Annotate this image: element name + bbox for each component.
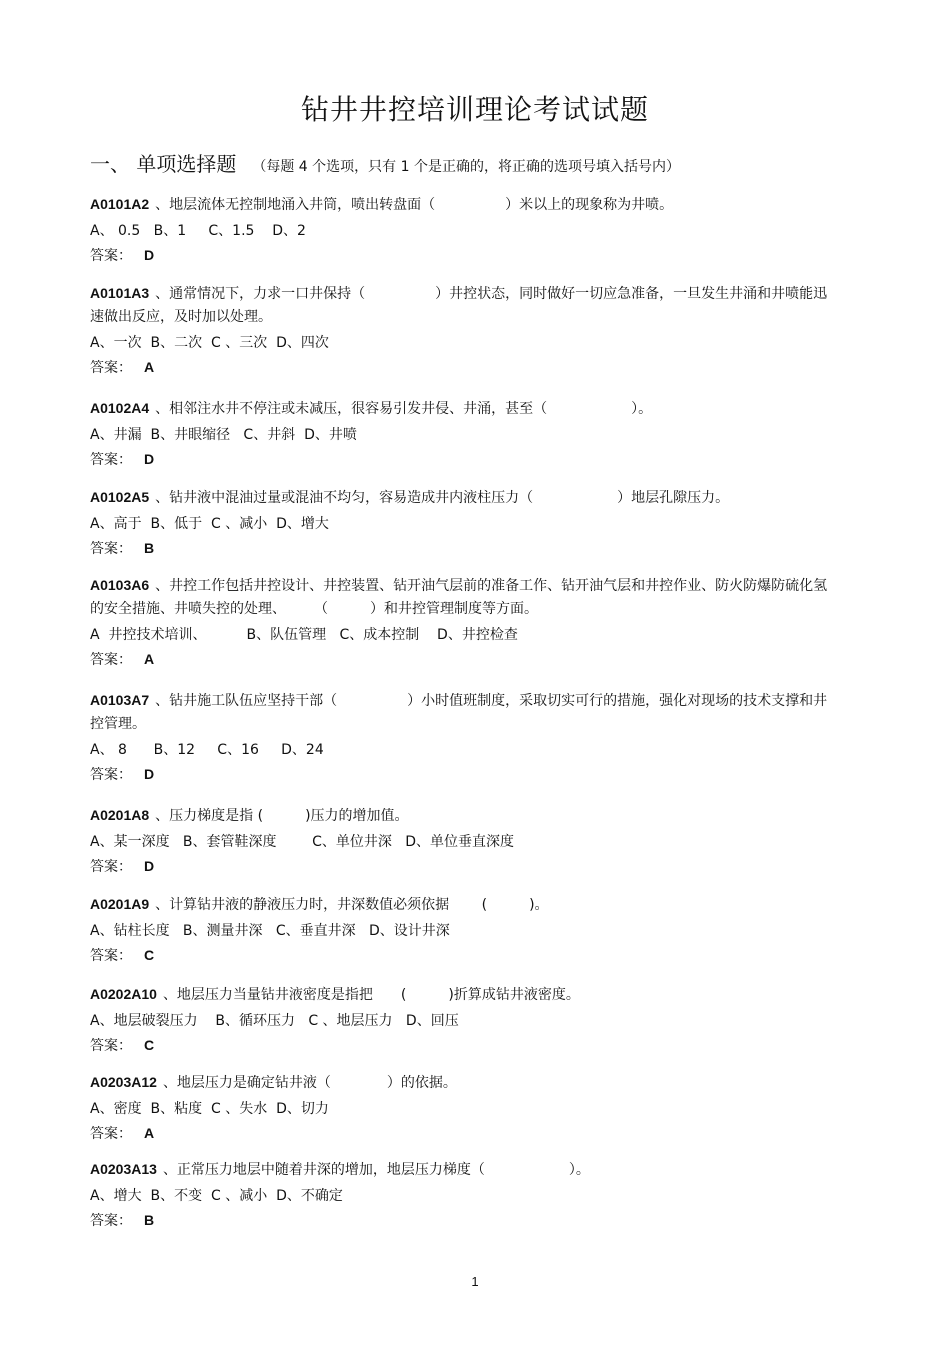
answer-line — [90, 855, 830, 879]
question-item — [90, 397, 830, 472]
answer-value: A — [144, 651, 155, 667]
question-item — [90, 1158, 830, 1233]
question-id: A0101A3 — [90, 285, 150, 301]
question-text: 、计算钻井液的静液压力时，井深数值必须依据 ( )。 — [155, 897, 549, 913]
section-heading — [90, 148, 680, 177]
answer-label: 答案： — [90, 1213, 132, 1229]
question-id: A0102A5 — [90, 489, 150, 505]
answer-value: C — [144, 947, 155, 963]
answer-line — [90, 648, 830, 672]
question-text: 、相邻注水井不停注或未减压，很容易引发井侵、井涌，甚至（ ）。 — [155, 401, 653, 417]
question-item — [90, 282, 830, 380]
answer-label: 答案： — [90, 248, 132, 264]
question-options: A、高于 B、低于 C 、减小 D、增大 — [90, 516, 329, 532]
question-id: A0203A13 — [90, 1161, 157, 1177]
answer-value: A — [144, 1125, 155, 1141]
answer-line — [90, 1122, 830, 1146]
question-options: A、增大 B、不变 C 、减小 D、不确定 — [90, 1188, 343, 1204]
question-item — [90, 689, 830, 787]
question-options: A、某一深度 B、套管鞋深度 C、单位井深 D、单位垂直深度 — [90, 834, 515, 850]
answer-value: C — [144, 1037, 155, 1053]
question-item — [90, 193, 830, 268]
answer-line — [90, 763, 830, 787]
section-note: （每题 4 个选项，只有 1 个是正确的，将正确的选项号填入括号内） — [252, 159, 680, 175]
answer-line — [90, 244, 830, 268]
question-id: A0103A6 — [90, 577, 150, 593]
question-id: A0103A7 — [90, 692, 150, 708]
answer-value: D — [144, 451, 155, 467]
answer-value: D — [144, 766, 155, 782]
answer-label: 答案： — [90, 1038, 132, 1054]
question-item — [90, 1071, 830, 1146]
question-item — [90, 574, 830, 672]
question-id: A0202A10 — [90, 986, 157, 1002]
question-options: A 井控技术培训、 B、队伍管理 C、成本控制 D、井控检查 — [90, 627, 518, 643]
section-title: 一、 单项选择题 — [90, 152, 237, 176]
question-text: 、地层流体无控制地涌入井筒，喷出转盘面（ ）米以上的现象称为井喷。 — [155, 197, 674, 213]
answer-line — [90, 448, 830, 472]
answer-label: 答案： — [90, 859, 132, 875]
answer-line — [90, 1034, 830, 1058]
page-number: 1 — [471, 1274, 479, 1289]
question-options: A、井漏 B、井眼缩径 C、井斜 D、井喷 — [90, 427, 357, 443]
answer-label: 答案： — [90, 652, 132, 668]
document-title: 钻井井控培训理论考试试题 — [300, 93, 649, 126]
question-id: A0201A8 — [90, 807, 150, 823]
question-text: 、钻井液中混油过量或混油不均匀，容易造成井内液柱压力（ ）地层孔隙压力。 — [155, 490, 730, 506]
answer-label: 答案： — [90, 452, 132, 468]
answer-label: 答案： — [90, 948, 132, 964]
answer-line — [90, 944, 830, 968]
question-item — [90, 893, 830, 968]
answer-value: A — [144, 359, 155, 375]
answer-line — [90, 1209, 830, 1233]
question-id: A0203A12 — [90, 1074, 157, 1090]
question-item — [90, 983, 830, 1058]
answer-value: B — [144, 540, 155, 556]
question-text: 、钻井施工队伍应坚持干部（ ）小时值班制度，采取切实可行的措施，强化对现场的技术支撑和井控管理。 — [90, 693, 828, 732]
question-options: A、密度 B、粘度 C 、失水 D、切力 — [90, 1101, 329, 1117]
question-id: A0101A2 — [90, 196, 150, 212]
answer-value: B — [144, 1212, 155, 1228]
question-item — [90, 804, 830, 879]
question-text: 、通常情况下，力求一口井保持（ ）井控状态，同时做好一切应急准备，一旦发生井涌和井喷能迅速做出反应，及时加以处理。 — [90, 286, 828, 325]
answer-value: D — [144, 247, 155, 263]
answer-line — [90, 356, 830, 380]
question-options: A、一次 B、二次 C 、三次 D、四次 — [90, 335, 329, 351]
question-text: 、地层压力是确定钻井液（ ）的依据。 — [162, 1075, 457, 1091]
answer-label: 答案： — [90, 1126, 132, 1142]
answer-line — [90, 537, 830, 561]
question-options: A、 8 B、12 C、16 D、24 — [90, 742, 324, 758]
question-options: A、 0.5 B、1 C、1.5 D、2 — [90, 223, 306, 239]
question-options: A、钻柱长度 B、测量井深 C、垂直井深 D、设计井深 — [90, 923, 450, 939]
question-text: 、压力梯度是指 ( )压力的增加值。 — [155, 808, 409, 824]
question-item — [90, 486, 830, 561]
question-id: A0201A9 — [90, 896, 150, 912]
question-options: A、地层破裂压力 B、循环压力 C 、地层压力 D、回压 — [90, 1013, 459, 1029]
question-text: 、正常压力地层中随着井深的增加，地层压力梯度（ ）。 — [162, 1162, 590, 1178]
answer-value: D — [144, 858, 155, 874]
answer-label: 答案： — [90, 767, 132, 783]
answer-label: 答案： — [90, 541, 132, 557]
answer-label: 答案： — [90, 360, 132, 376]
question-id: A0102A4 — [90, 400, 150, 416]
question-text: 、地层压力当量钻井液密度是指把 ( )折算成钻井液密度。 — [162, 987, 580, 1003]
question-text: 、井控工作包括井控设计、井控装置、钻开油气层前的准备工作、钻开油气层和井控作业、防火防爆防硫化氢的安全措施、井喷失控的处理、 （ ）和井控管理制度等方面。 — [90, 578, 828, 617]
